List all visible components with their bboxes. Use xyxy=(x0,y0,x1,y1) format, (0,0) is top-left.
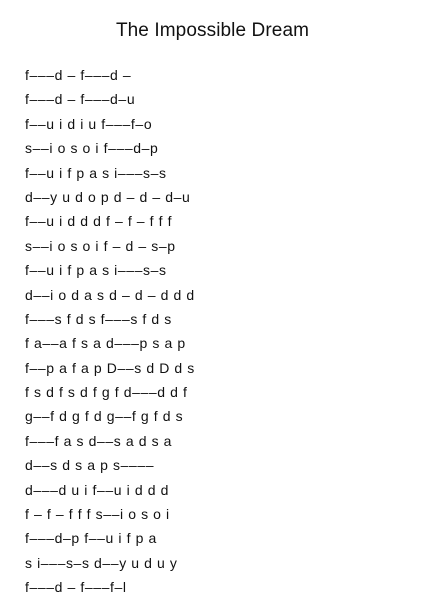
notation-line: d––i o d a s d – d – d d d xyxy=(25,286,195,303)
notation-line: f–––f a s d––s a d s a xyxy=(25,432,173,449)
notation-line: f s d f s d f g f d–––d d f xyxy=(25,384,188,401)
notation-line: f–––s f d s f–––s f d s xyxy=(25,310,172,327)
notation-lines xyxy=(25,63,195,600)
notation-line: d––y u d o p d – d – d–u xyxy=(25,188,191,205)
notation-line: f–––d–p f––u i f p a xyxy=(25,530,157,547)
notation-line: f––u i f p a s i–––s–s xyxy=(25,262,167,279)
notation-line: s––i o s o i f–––d–p xyxy=(25,140,159,157)
notation-line: f – f – f f f s––i o s o i xyxy=(25,506,170,523)
notation-line: f–––d – f–––d–u xyxy=(25,91,136,108)
notation-line: f––u i d d d f – f – f f f xyxy=(25,213,173,230)
notation-line: f––p a f a p D––s d D d s xyxy=(25,359,195,376)
notation-line: f–––d – f–––f–l xyxy=(25,579,127,596)
notation-line: g––f d g f d g––f g f d s xyxy=(25,408,184,425)
notation-line: s––i o s o i f – d – s–p xyxy=(25,237,176,254)
notation-line: f––u i d i u f–––f–o xyxy=(25,115,153,132)
notation-line: f a––a f s a d–––p s a p xyxy=(25,335,186,352)
notation-line: f–––d – f–––d – xyxy=(25,67,132,83)
notation-line: d––s d s a p s–––– xyxy=(25,457,155,474)
document-title: The Impossible Dream xyxy=(115,20,310,41)
notation-line: d–––d u i f––u i d d d xyxy=(25,481,169,498)
notation-line: s i–––s–s d––y u d u y xyxy=(25,554,178,571)
notation-line: f––u i f p a s i–––s–s xyxy=(25,164,167,181)
